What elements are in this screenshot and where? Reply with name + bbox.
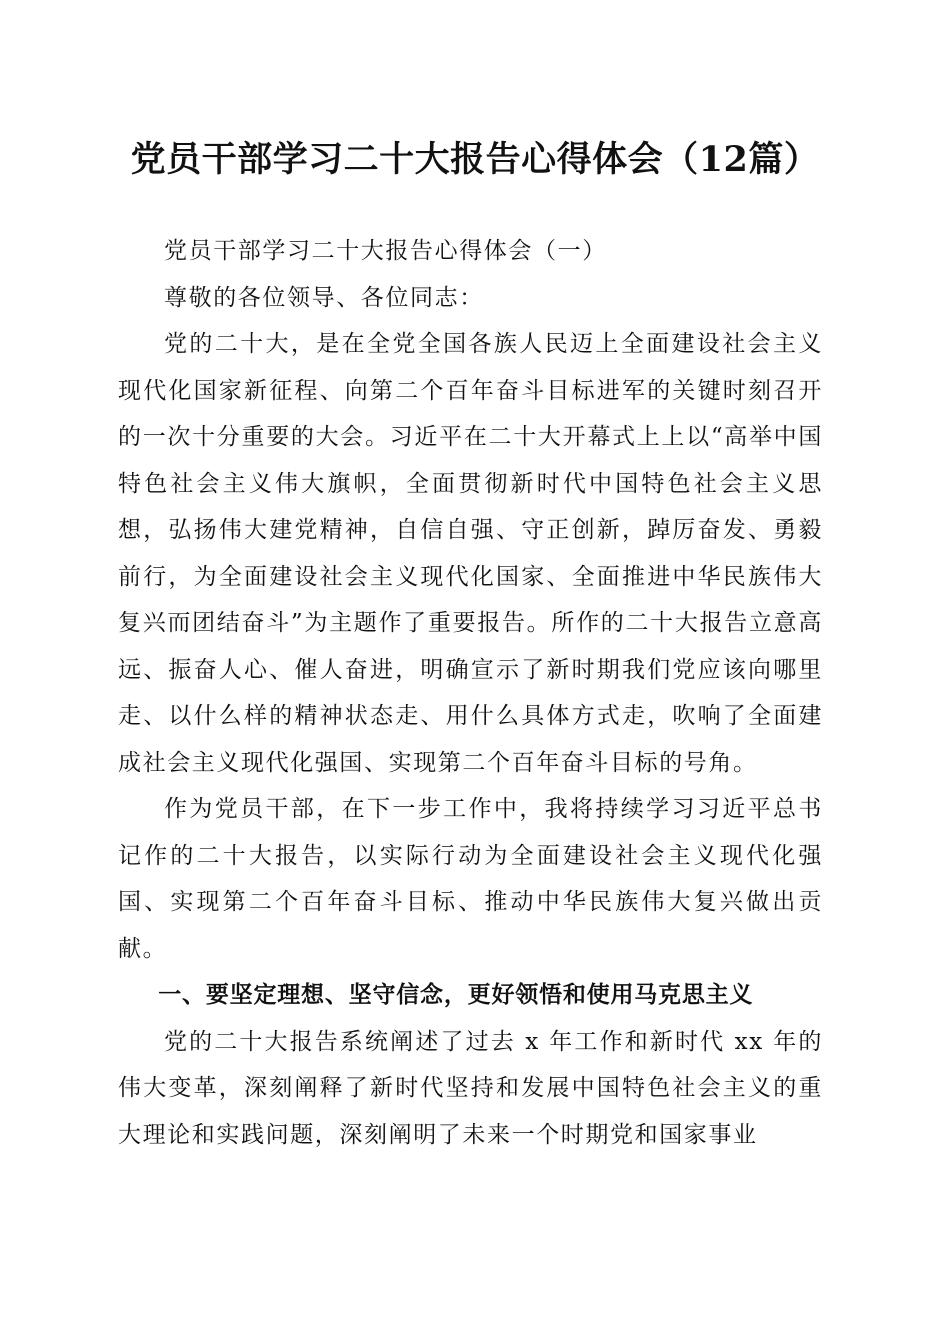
salutation: 尊敬的各位领导、各位同志：: [164, 284, 484, 311]
paragraph-section-1: 党的二十大报告系统阐述了过去 x 年工作和新时代 xx 年的伟大变革，深刻阐释了新时代坚持和发展中国特色社会主义的重大理论和实践问题，深刻阐明了未来一个时期党和国家事业: [118, 1028, 823, 1148]
section-subtitle: 党员干部学习二十大报告心得体会（一）: [164, 238, 607, 264]
document-body: [118, 228, 823, 1158]
paragraph-commitment: 作为党员干部，在下一步工作中，我将持续学习习近平总书记作的二十大报告，以实际行动为全面建设社会主义现代化强国、实现第二个百年奋斗目标、推动中华民族伟大复兴做出贡献。: [118, 796, 823, 962]
section-heading-1: 一、要坚定理想、坚守信念，更好领悟和使用马克思主义: [158, 982, 754, 1008]
document-title: 党员干部学习二十大报告心得体会（12篇）: [130, 139, 820, 180]
paragraph-intro: 党的二十大，是在全党全国各族人民迈上全面建设社会主义现代化国家新征程、向第二个百年奋斗目标进军的关键时刻召开的一次十分重要的大会。习近平在二十大开幕式上上以“高举中国特色社会主义伟大旗帜，全面贯彻新时代中国特色社会主义思想，弘扬伟大建党精神，自信自强、守正创新，踔厉奋发、勇毅前行，为全面建设社会主义现代化国家、全面推进中华民族伟大复兴而团结奋斗”为主题作了重要报告。所作的二十大报告立意高远、振奋人心、催人奋进，明确宣示了新时期我们党应该向哪里走、以什么样的精神状态走、用什么具体方式走，吹响了全面建成社会主义现代化强国、实现第二个百年奋斗目标的号角。: [118, 331, 823, 776]
